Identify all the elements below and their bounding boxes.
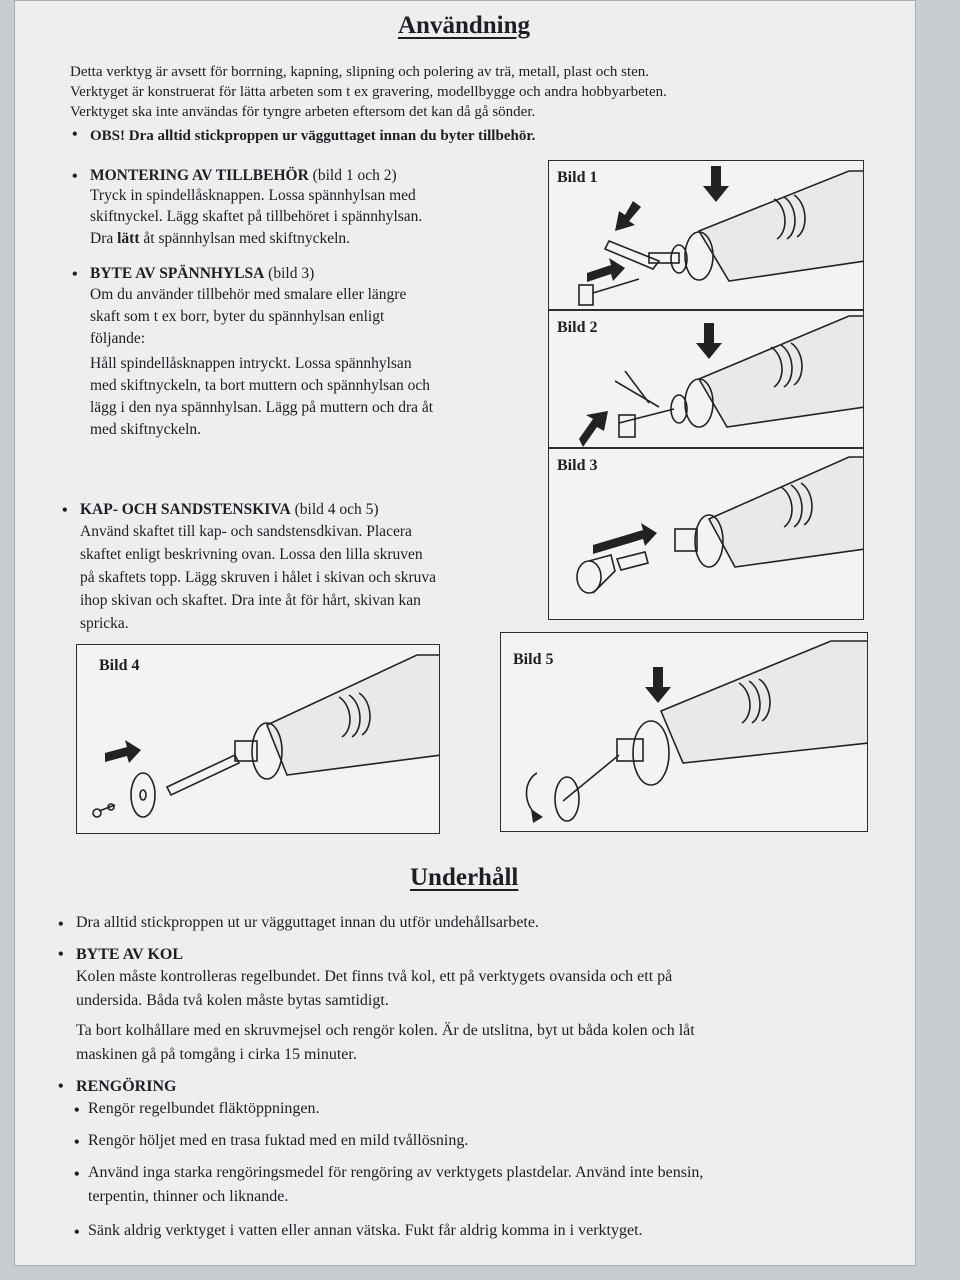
- maintenance-title: Underhåll: [410, 864, 519, 891]
- collet-line-6: lägg i den nya spännhylsan. Lägg på muttern och dra åt: [90, 399, 434, 416]
- rotary-tool-illustration: [549, 449, 864, 620]
- cleaning-item-4: Sänk aldrig verktyget i vatten eller annan vätska. Fukt får aldrig komma in i verktyget.: [88, 1222, 643, 1239]
- collet-heading: BYTE AV SPÄNNHYLSA (bild 3): [90, 265, 315, 282]
- figure-bild-5: [500, 632, 868, 832]
- bullet-dot: •: [72, 266, 78, 283]
- figure-label: Bild 5: [513, 651, 554, 668]
- figure-label: Bild 4: [99, 657, 140, 674]
- bullet-dot: •: [58, 1078, 64, 1095]
- disc-heading: KAP- OCH SANDSTENSKIVA (bild 4 och 5): [80, 501, 379, 518]
- collet-line-2: skaft som t ex borr, byter du spännhylsan enligt: [90, 308, 385, 325]
- rotary-tool-illustration: [549, 161, 864, 310]
- bullet-dot: •: [62, 502, 68, 519]
- disc-line-1: Använd skaftet till kap- och sandstensdkivan. Placera: [80, 523, 412, 540]
- bullet-dot: •: [74, 1224, 80, 1241]
- disc-line-2: skaftet enligt beskrivning ovan. Lossa den lilla skruven: [80, 546, 423, 563]
- disc-line-5: spricka.: [80, 615, 129, 632]
- bullet-dot: •: [74, 1134, 80, 1151]
- collet-line-1: Om du använder tillbehör med smalare eller längre: [90, 286, 407, 303]
- mounting-heading: MONTERING AV TILLBEHÖR (bild 1 och 2): [90, 167, 397, 184]
- figure-label: Bild 2: [557, 319, 598, 336]
- cleaning-item-2: Rengör höljet med en trasa fuktad med en mild tvållösning.: [88, 1132, 469, 1149]
- cleaning-heading: RENGÖRING: [76, 1078, 177, 1095]
- brushes-line-4: maskinen gå på tomgång i cirka 15 minuter.: [76, 1046, 357, 1063]
- figure-bild-2: [548, 310, 864, 448]
- collet-line-5: med skiftnyckeln, ta bort muttern och spännhylsan och: [90, 377, 431, 394]
- brushes-heading: BYTE AV KOL: [76, 946, 184, 963]
- mounting-line-1: Tryck in spindellåsknappen. Lossa spännhylsan med: [90, 187, 416, 204]
- figure-bild-1: [548, 160, 864, 310]
- figure-label: Bild 3: [557, 457, 598, 474]
- cleaning-item-3: Använd inga starka rengöringsmedel för rengöring av verktygets plastdelar. Använd inte bensin,: [88, 1164, 704, 1181]
- cleaning-item-1: Rengör regelbundet fläktöppningen.: [88, 1100, 320, 1117]
- intro-line-2: Verktyget är konstruerat för lätta arbeten som t ex gravering, modellbygge och andra hobbyarbeten.: [70, 84, 667, 100]
- brushes-line-1: Kolen måste kontrolleras regelbundet. Det finns två kol, ett på verktygets ovansida och ett på: [76, 968, 673, 985]
- bullet-dot: •: [74, 1102, 80, 1119]
- intro-line-3: Verktyget ska inte användas för tyngre arbeten eftersom det kan då gå sönder.: [70, 104, 536, 120]
- usage-title: Användning: [398, 12, 531, 39]
- bullet-dot: •: [58, 916, 64, 933]
- brushes-line-2: undersida. Båda två kolen måste bytas samtidigt.: [76, 992, 389, 1009]
- bullet-dot: •: [72, 126, 78, 143]
- bullet-dot: •: [74, 1166, 80, 1183]
- brushes-line-3: Ta bort kolhållare med en skruvmejsel och rengör kolen. Är de utslitna, byt ut båda kolen och låt: [76, 1022, 695, 1039]
- cleaning-item-3-cont: terpentin, thinner och liknande.: [88, 1188, 289, 1205]
- collet-line-4: Håll spindellåsknappen intryckt. Lossa spännhylsan: [90, 355, 412, 372]
- collet-line-3: följande:: [90, 330, 146, 347]
- intro-line-1: Detta verktyg är avsett för borrning, kapning, slipning och polering av trä, metall, plast och sten.: [70, 64, 650, 80]
- mounting-line-3: Dra lätt åt spännhylsan med skiftnyckeln.: [90, 230, 351, 247]
- figure-bild-3: [548, 448, 864, 620]
- figure-bild-4: [76, 644, 440, 834]
- rotary-tool-illustration: [549, 311, 864, 448]
- figure-label: Bild 1: [557, 169, 598, 186]
- disc-line-4: ihop skivan och skaftet. Dra inte åt för hårt, skivan kan: [80, 592, 421, 609]
- bullet-dot: •: [58, 946, 64, 963]
- mounting-line-2: skiftnyckel. Lägg skaftet på tillbehöret i spännhylsan.: [90, 208, 423, 225]
- rotary-tool-illustration: [77, 645, 440, 834]
- collet-line-7: med skiftnyckeln.: [90, 421, 202, 438]
- unplug-text: Dra alltid stickproppen ut ur vägguttaget innan du utför undehållsarbete.: [76, 914, 539, 931]
- bullet-dot: •: [72, 168, 78, 185]
- warning-text: OBS! Dra alltid stickproppen ur vägguttaget innan du byter tillbehör.: [90, 128, 536, 144]
- rotary-tool-illustration: [501, 633, 868, 832]
- disc-line-3: på skaftets topp. Lägg skruven i hålet i skivan och skruva: [80, 569, 436, 586]
